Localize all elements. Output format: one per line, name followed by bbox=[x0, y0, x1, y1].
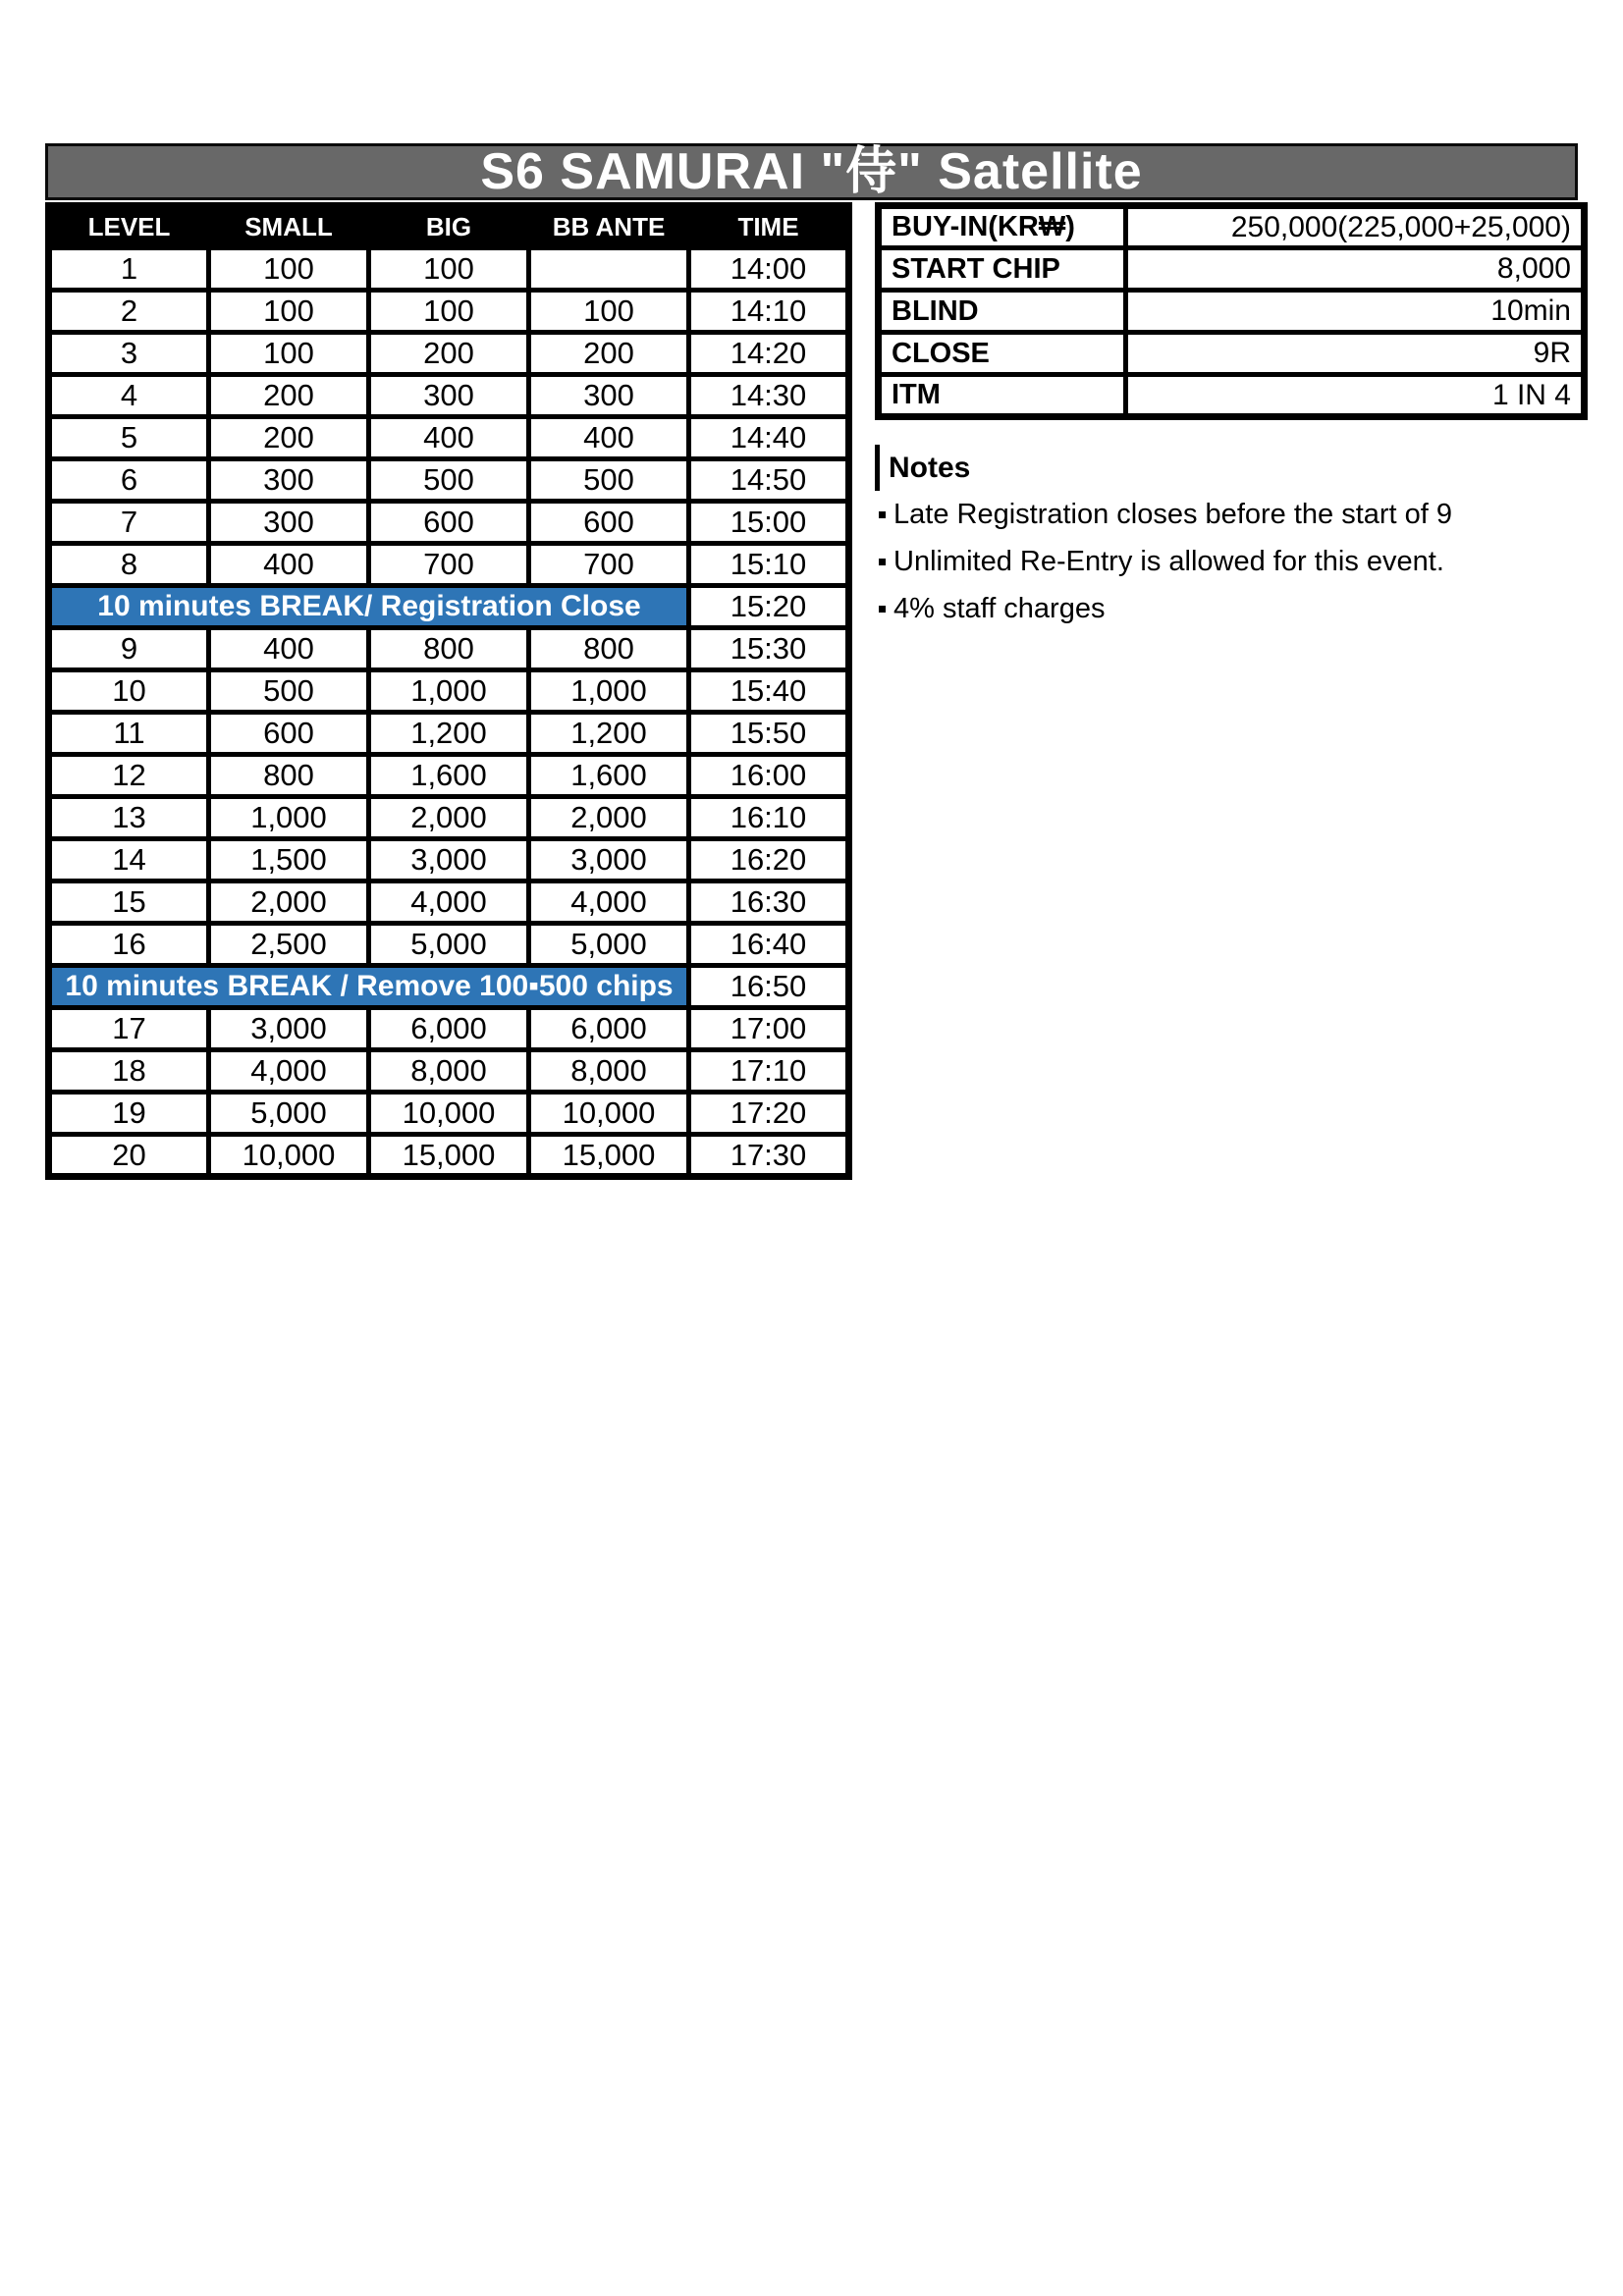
bb-ante-cell: 700 bbox=[529, 544, 689, 586]
info-row bbox=[879, 206, 1585, 248]
level-row bbox=[49, 375, 849, 417]
time-cell: 16:00 bbox=[689, 755, 849, 797]
level-row bbox=[49, 417, 849, 459]
level-row bbox=[49, 333, 849, 375]
level-cell: 20 bbox=[49, 1135, 209, 1177]
big-blind-cell: 15,000 bbox=[369, 1135, 529, 1177]
level-row bbox=[49, 459, 849, 502]
info-value: 250,000(225,000+25,000) bbox=[1126, 206, 1585, 248]
notes-section bbox=[875, 445, 1581, 632]
info-value: 9R bbox=[1126, 333, 1585, 375]
small-blind-cell: 3,000 bbox=[209, 1008, 369, 1050]
bb-ante-cell: 3,000 bbox=[529, 839, 689, 881]
bb-ante-cell: 500 bbox=[529, 459, 689, 502]
level-cell: 1 bbox=[49, 248, 209, 291]
time-cell: 14:20 bbox=[689, 333, 849, 375]
time-cell: 15:00 bbox=[689, 502, 849, 544]
small-blind-cell: 5,000 bbox=[209, 1093, 369, 1135]
level-row bbox=[49, 628, 849, 670]
small-blind-cell: 500 bbox=[209, 670, 369, 713]
bb-ante-cell: 1,200 bbox=[529, 713, 689, 755]
bb-ante-cell: 5,000 bbox=[529, 924, 689, 966]
small-blind-cell: 400 bbox=[209, 628, 369, 670]
small-blind-cell: 4,000 bbox=[209, 1050, 369, 1093]
big-blind-cell: 500 bbox=[369, 459, 529, 502]
level-row bbox=[49, 248, 849, 291]
level-row bbox=[49, 924, 849, 966]
info-row bbox=[879, 375, 1585, 417]
small-blind-cell: 1,000 bbox=[209, 797, 369, 839]
column-header-big: BIG bbox=[369, 206, 529, 248]
small-blind-cell: 100 bbox=[209, 248, 369, 291]
level-row bbox=[49, 713, 849, 755]
bb-ante-cell: 6,000 bbox=[529, 1008, 689, 1050]
small-blind-cell: 300 bbox=[209, 502, 369, 544]
info-row bbox=[879, 291, 1585, 333]
info-row bbox=[879, 248, 1585, 291]
big-blind-cell: 400 bbox=[369, 417, 529, 459]
level-cell: 14 bbox=[49, 839, 209, 881]
level-row bbox=[49, 1135, 849, 1177]
level-row bbox=[49, 797, 849, 839]
big-blind-cell: 700 bbox=[369, 544, 529, 586]
big-blind-cell: 100 bbox=[369, 291, 529, 333]
small-blind-cell: 1,500 bbox=[209, 839, 369, 881]
time-cell: 15:40 bbox=[689, 670, 849, 713]
level-cell: 7 bbox=[49, 502, 209, 544]
notes-heading: Notes bbox=[875, 445, 1581, 491]
level-row bbox=[49, 881, 849, 924]
time-cell: 14:00 bbox=[689, 248, 849, 291]
small-blind-cell: 400 bbox=[209, 544, 369, 586]
bb-ante-cell: 4,000 bbox=[529, 881, 689, 924]
level-cell: 3 bbox=[49, 333, 209, 375]
bb-ante-cell: 2,000 bbox=[529, 797, 689, 839]
column-header-time: TIME bbox=[689, 206, 849, 248]
note-text: Late Registration closes before the start of 9 bbox=[893, 498, 1453, 530]
time-cell: 16:30 bbox=[689, 881, 849, 924]
time-cell: 16:40 bbox=[689, 924, 849, 966]
time-cell: 17:30 bbox=[689, 1135, 849, 1177]
break-label-cell: 10 minutes BREAK/ Registration Close bbox=[49, 586, 689, 628]
note-item bbox=[879, 538, 1581, 585]
time-cell: 14:50 bbox=[689, 459, 849, 502]
level-cell: 17 bbox=[49, 1008, 209, 1050]
blind-structure-table bbox=[45, 202, 852, 1180]
level-row bbox=[49, 1008, 849, 1050]
big-blind-cell: 1,000 bbox=[369, 670, 529, 713]
big-blind-cell: 300 bbox=[369, 375, 529, 417]
small-blind-cell: 10,000 bbox=[209, 1135, 369, 1177]
time-cell: 17:10 bbox=[689, 1050, 849, 1093]
column-header-level: LEVEL bbox=[49, 206, 209, 248]
bb-ante-cell: 100 bbox=[529, 291, 689, 333]
time-cell: 16:20 bbox=[689, 839, 849, 881]
info-label: BUY-IN(KR₩) bbox=[879, 206, 1126, 248]
info-value: 10min bbox=[1126, 291, 1585, 333]
big-blind-cell: 200 bbox=[369, 333, 529, 375]
time-cell: 17:00 bbox=[689, 1008, 849, 1050]
event-info-table bbox=[875, 202, 1588, 420]
big-blind-cell: 2,000 bbox=[369, 797, 529, 839]
small-blind-cell: 2,000 bbox=[209, 881, 369, 924]
big-blind-cell: 1,200 bbox=[369, 713, 529, 755]
bb-ante-cell: 10,000 bbox=[529, 1093, 689, 1135]
level-cell: 6 bbox=[49, 459, 209, 502]
bullet-icon bbox=[879, 511, 886, 518]
info-label: CLOSE bbox=[879, 333, 1126, 375]
small-blind-cell: 200 bbox=[209, 417, 369, 459]
title-bar bbox=[45, 143, 1578, 200]
info-label: START CHIP bbox=[879, 248, 1126, 291]
notes-list bbox=[875, 491, 1581, 632]
big-blind-cell: 5,000 bbox=[369, 924, 529, 966]
level-cell: 16 bbox=[49, 924, 209, 966]
level-cell: 15 bbox=[49, 881, 209, 924]
level-cell: 2 bbox=[49, 291, 209, 333]
level-cell: 11 bbox=[49, 713, 209, 755]
time-cell: 16:50 bbox=[689, 966, 849, 1008]
big-blind-cell: 1,600 bbox=[369, 755, 529, 797]
blind-table-body bbox=[49, 248, 849, 1177]
big-blind-cell: 600 bbox=[369, 502, 529, 544]
blind-table-header bbox=[49, 206, 849, 248]
small-blind-cell: 600 bbox=[209, 713, 369, 755]
bb-ante-cell: 800 bbox=[529, 628, 689, 670]
big-blind-cell: 3,000 bbox=[369, 839, 529, 881]
time-cell: 14:40 bbox=[689, 417, 849, 459]
time-cell: 17:20 bbox=[689, 1093, 849, 1135]
note-text: Unlimited Re-Entry is allowed for this event. bbox=[893, 545, 1444, 577]
break-label-cell: 10 minutes BREAK / Remove 100▪500 chips bbox=[49, 966, 689, 1008]
level-cell: 5 bbox=[49, 417, 209, 459]
bb-ante-cell: 15,000 bbox=[529, 1135, 689, 1177]
level-cell: 4 bbox=[49, 375, 209, 417]
time-cell: 15:10 bbox=[689, 544, 849, 586]
column-header-bb-ante: BB ANTE bbox=[529, 206, 689, 248]
bb-ante-cell: 200 bbox=[529, 333, 689, 375]
level-row bbox=[49, 544, 849, 586]
level-row bbox=[49, 839, 849, 881]
big-blind-cell: 10,000 bbox=[369, 1093, 529, 1135]
level-cell: 19 bbox=[49, 1093, 209, 1135]
time-cell: 15:20 bbox=[689, 586, 849, 628]
bb-ante-cell: 1,000 bbox=[529, 670, 689, 713]
level-cell: 13 bbox=[49, 797, 209, 839]
break-row bbox=[49, 966, 849, 1008]
level-row bbox=[49, 502, 849, 544]
big-blind-cell: 100 bbox=[369, 248, 529, 291]
info-row bbox=[879, 333, 1585, 375]
event-info-body bbox=[879, 206, 1585, 417]
big-blind-cell: 4,000 bbox=[369, 881, 529, 924]
note-text: 4% staff charges bbox=[893, 592, 1106, 624]
info-value: 8,000 bbox=[1126, 248, 1585, 291]
info-value: 1 IN 4 bbox=[1126, 375, 1585, 417]
time-cell: 14:30 bbox=[689, 375, 849, 417]
bb-ante-cell: 300 bbox=[529, 375, 689, 417]
time-cell: 16:10 bbox=[689, 797, 849, 839]
bb-ante-cell: 1,600 bbox=[529, 755, 689, 797]
small-blind-cell: 100 bbox=[209, 333, 369, 375]
level-cell: 12 bbox=[49, 755, 209, 797]
big-blind-cell: 6,000 bbox=[369, 1008, 529, 1050]
level-row bbox=[49, 1093, 849, 1135]
page-title: S6 SAMURAI "侍" Satellite bbox=[480, 143, 1143, 200]
note-item bbox=[879, 585, 1581, 632]
big-blind-cell: 8,000 bbox=[369, 1050, 529, 1093]
level-row bbox=[49, 291, 849, 333]
time-cell: 14:10 bbox=[689, 291, 849, 333]
info-label: BLIND bbox=[879, 291, 1126, 333]
big-blind-cell: 800 bbox=[369, 628, 529, 670]
level-cell: 8 bbox=[49, 544, 209, 586]
small-blind-cell: 100 bbox=[209, 291, 369, 333]
header-row bbox=[49, 206, 849, 248]
time-cell: 15:50 bbox=[689, 713, 849, 755]
level-row bbox=[49, 670, 849, 713]
bb-ante-cell: 400 bbox=[529, 417, 689, 459]
level-row bbox=[49, 755, 849, 797]
bb-ante-cell bbox=[529, 248, 689, 291]
bullet-icon bbox=[879, 559, 886, 565]
note-item bbox=[879, 491, 1581, 538]
info-label: ITM bbox=[879, 375, 1126, 417]
small-blind-cell: 2,500 bbox=[209, 924, 369, 966]
bb-ante-cell: 8,000 bbox=[529, 1050, 689, 1093]
level-cell: 9 bbox=[49, 628, 209, 670]
level-cell: 18 bbox=[49, 1050, 209, 1093]
small-blind-cell: 800 bbox=[209, 755, 369, 797]
small-blind-cell: 300 bbox=[209, 459, 369, 502]
break-row bbox=[49, 586, 849, 628]
level-row bbox=[49, 1050, 849, 1093]
bullet-icon bbox=[879, 606, 886, 613]
column-header-small: SMALL bbox=[209, 206, 369, 248]
bb-ante-cell: 600 bbox=[529, 502, 689, 544]
level-cell: 10 bbox=[49, 670, 209, 713]
time-cell: 15:30 bbox=[689, 628, 849, 670]
small-blind-cell: 200 bbox=[209, 375, 369, 417]
